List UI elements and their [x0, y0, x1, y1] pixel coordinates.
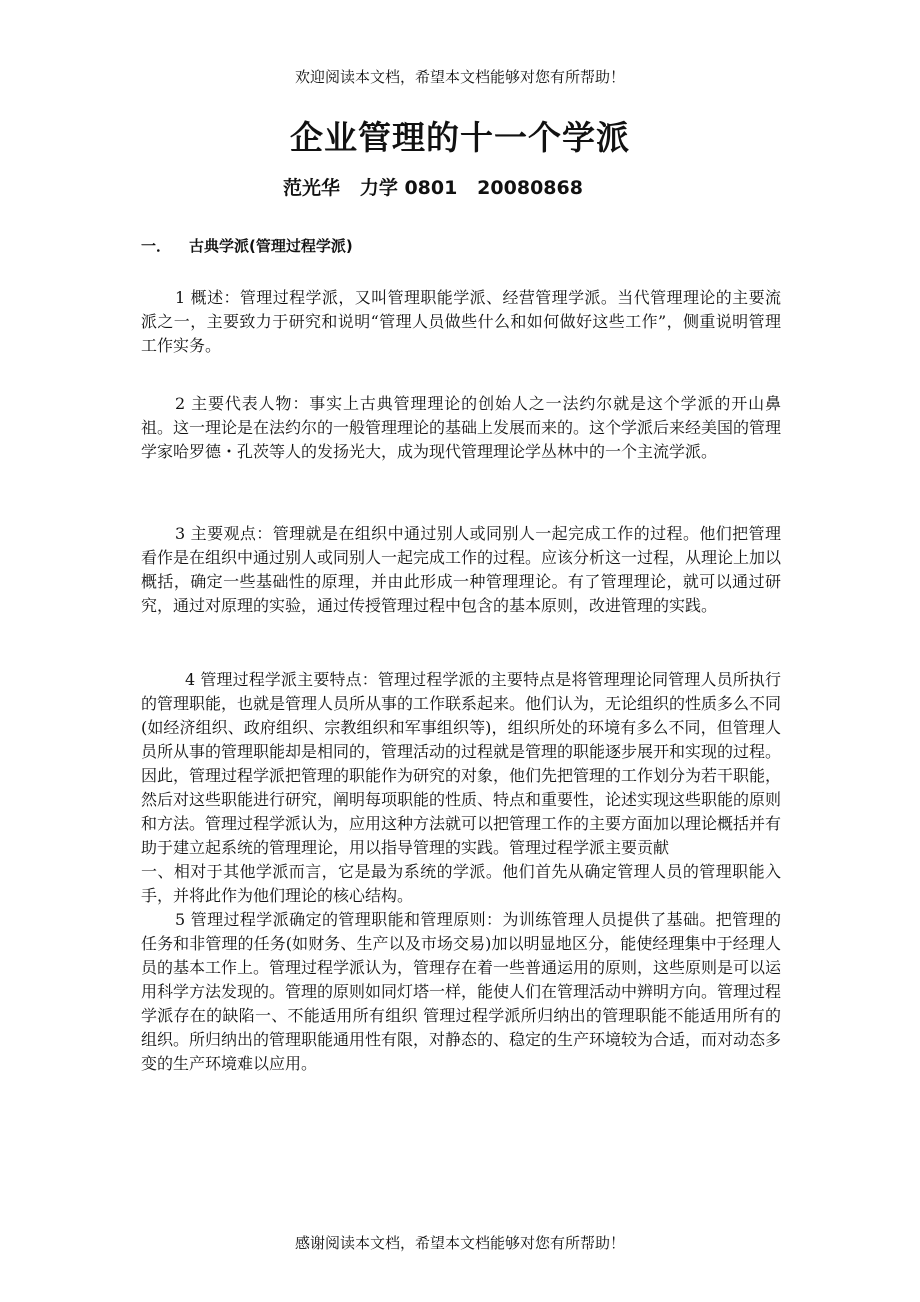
paragraph-text: 一、相对于其他学派而言，它是最为系统的学派。他们首先从确定管理人员的管理职能入手，并将此作为他们理论的核心结构。 [141, 862, 781, 905]
paragraph-representatives [141, 392, 781, 464]
paragraph-text: 2 主要代表人物：事实上古典管理理论的创始人之一法约尔就是这个学派的开山鼻祖。这一理论是在法约尔的一般管理理论的基础上发展而来的。这个学派后来经美国的管理学家哈罗德・孔茨等人的发扬光大，成为现代管理理论学丛林中的一个主流学派。 [141, 394, 782, 461]
paragraph-overview [141, 286, 781, 358]
paragraph-text: 4 管理过程学派主要特点：管理过程学派的主要特点是将管理理论同管理人员所执行的管理职能，也就是管理人员所从事的工作联系起来。他们认为，无论组织的性质多么不同(如经济组织、政府组织、宗教组织和军事组织等)，组织所处的环境有多么不同，但管理人员所从事的管理职能却是相同的，管理活动的过程就是管理的职能逐步展开和实现的过程。因此，管理过程学派把管理的职能作为研究的对象，他们先把管理的工作划分为若干职能，然后对这些职能进行研究，阐明每项职能的性质、特点和重要性，论述实现这些职能的原则和方法。管理过程学派认为，应用这种方法就可以把管理工作的主要方面加以理论概括并有助于建立起系统的管理理论，用以指导管理的实践。管理过程学派主要贡献 [141, 670, 782, 857]
section-number: 一． [141, 237, 172, 255]
paragraph-features [141, 668, 781, 1076]
paragraph-text: 1 概述：管理过程学派，又叫管理职能学派、经营管理学派。当代管理理论的主要流派之一，主要致力于研究和说明“管理人员做些什么和如何做好这些工作”，侧重说明管理工作实务。 [141, 288, 781, 355]
header-note: 欢迎阅读本文档，希望本文档能够对您有所帮助！ [294, 68, 625, 86]
footer-note: 感谢阅读本文档，希望本文档能够对您有所帮助！ [294, 1234, 625, 1252]
author-line: 范光华 力学 0801 20080868 [283, 177, 583, 199]
section-title: 古典学派(管理过程学派) [189, 237, 353, 255]
document-title: 企业管理的十一个学派 [290, 118, 630, 157]
paragraph-text: 5 管理过程学派确定的管理职能和管理原则：为训练管理人员提供了基础。把管理的任务和非管理的任务(如财务、生产以及市场交易)加以明显地区分，能使经理集中于经理人员的基本工作上。管理过程学派认为，管理存在着一些普通运用的原则，这些原则是可以运用科学方法发现的。管理的原则如同灯塔一样，能使人们在管理活动中辨明方向。管理过程学派存在的缺陷一、不能适用所有组织 管理过程学派所归纳出的管理职能不能适用所有的组织。所归纳出的管理职能通用性有限，对静态的、稳定的生产环境较为合适，而对动态多变的生产环境难以应用。 [141, 910, 782, 1073]
section-heading [141, 235, 353, 256]
paragraph-main-views [141, 522, 781, 618]
paragraph-text: 3 主要观点：管理就是在组织中通过别人或同别人一起完成工作的过程。他们把管理看作是在组织中通过别人或同别人一起完成工作的过程。应该分析这一过程，从理论上加以概括，确定一些基础性的原理，并由此形成一种管理理论。有了管理理论，就可以通过研究，通过对原理的实验，通过传授管理过程中包含的基本原则，改进管理的实践。 [141, 524, 782, 615]
